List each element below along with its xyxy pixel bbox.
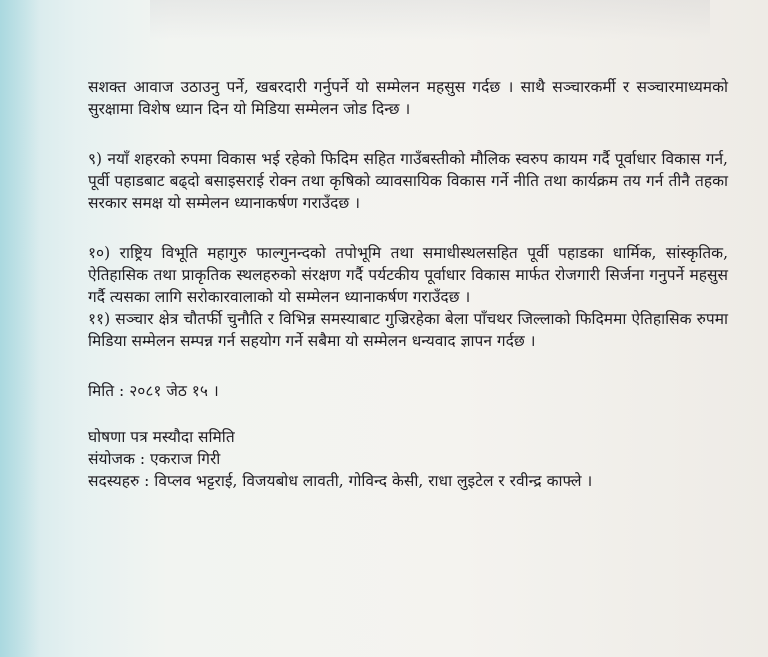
bleed-through-text (150, 0, 710, 40)
paragraph-point-9: ९) नयाँ शहरको रुपमा विकास भई रहेको फिदिम सहित गाउँबस्तीको मौलिक स्वरुप कायम गर्दै पूर्वाधार विकास गर्न, पूर्वी पहाडबाट बढ्दो बसाइसराई रोक्न तथा कृषिको व्यावसायिक विकास गर्ने नीति तथा कार्यक्रम तय गर्न तीनै तहका सरकार समक्ष यो सम्मेलन ध्यानाकर्षण गराउँदछ । (88, 150, 728, 212)
committee-name: घोषणा पत्र मस्यौदा समिति (88, 428, 235, 446)
coordinator-line: संयोजक : एकराज गिरी (88, 450, 221, 468)
paragraph-point-10: १०) राष्ट्रिय विभूति महागुरु फाल्गुनन्दको तपोभूमि तथा समाधीस्थलसहित पूर्वी पहाडका धार्मिक, सांस्कृतिक, ऐतिहासिक तथा प्राकृतिक स्थलहरुको संरक्षण गर्दै पर्यटकीय पूर्वाधार विकास मार्फत रोजगारी सिर्जना गनुपर्ने महसुस गर्दै त्यसका लागि सरोकारवालाको यो सम्मेलन ध्यानाकर्षण गराउँदछ । (88, 244, 728, 306)
document-date: मिति : २०८१ जेठ १५ । (88, 382, 219, 400)
document-body (88, 76, 728, 492)
paragraph-intro: सशक्त आवाज उठाउनु पर्ने, खबरदारी गर्नुपर्ने यो सम्मेलन महसुस गर्दछ । साथै सञ्चारकर्मी र सञ्चारमाध्यमको सुरक्षामा विशेष ध्यान दिन यो मिडिया सम्मेलन जोड दिन्छ । (88, 78, 728, 118)
members-line: सदस्यहरु : विप्लव भट्टराई, विजयबोध लावती, गोविन्द केसी, राधा लुइटेल र रवीन्द्र काफ्ले । (88, 472, 593, 490)
paragraph-point-11: ११) सञ्चार क्षेत्र चौतर्फी चुनौति र विभिन्न समस्याबाट गुज्रिरहेका बेला पाँचथर जिल्लाको फिदिममा ऐतिहासिक रुपमा मिडिया सम्मेलन सम्पन्न गर्न सहयोग गर्ने सबैमा यो सम्मेलन धन्यवाद ज्ञापन गर्दछ । (88, 310, 728, 350)
page-edge-shadow (0, 0, 40, 657)
